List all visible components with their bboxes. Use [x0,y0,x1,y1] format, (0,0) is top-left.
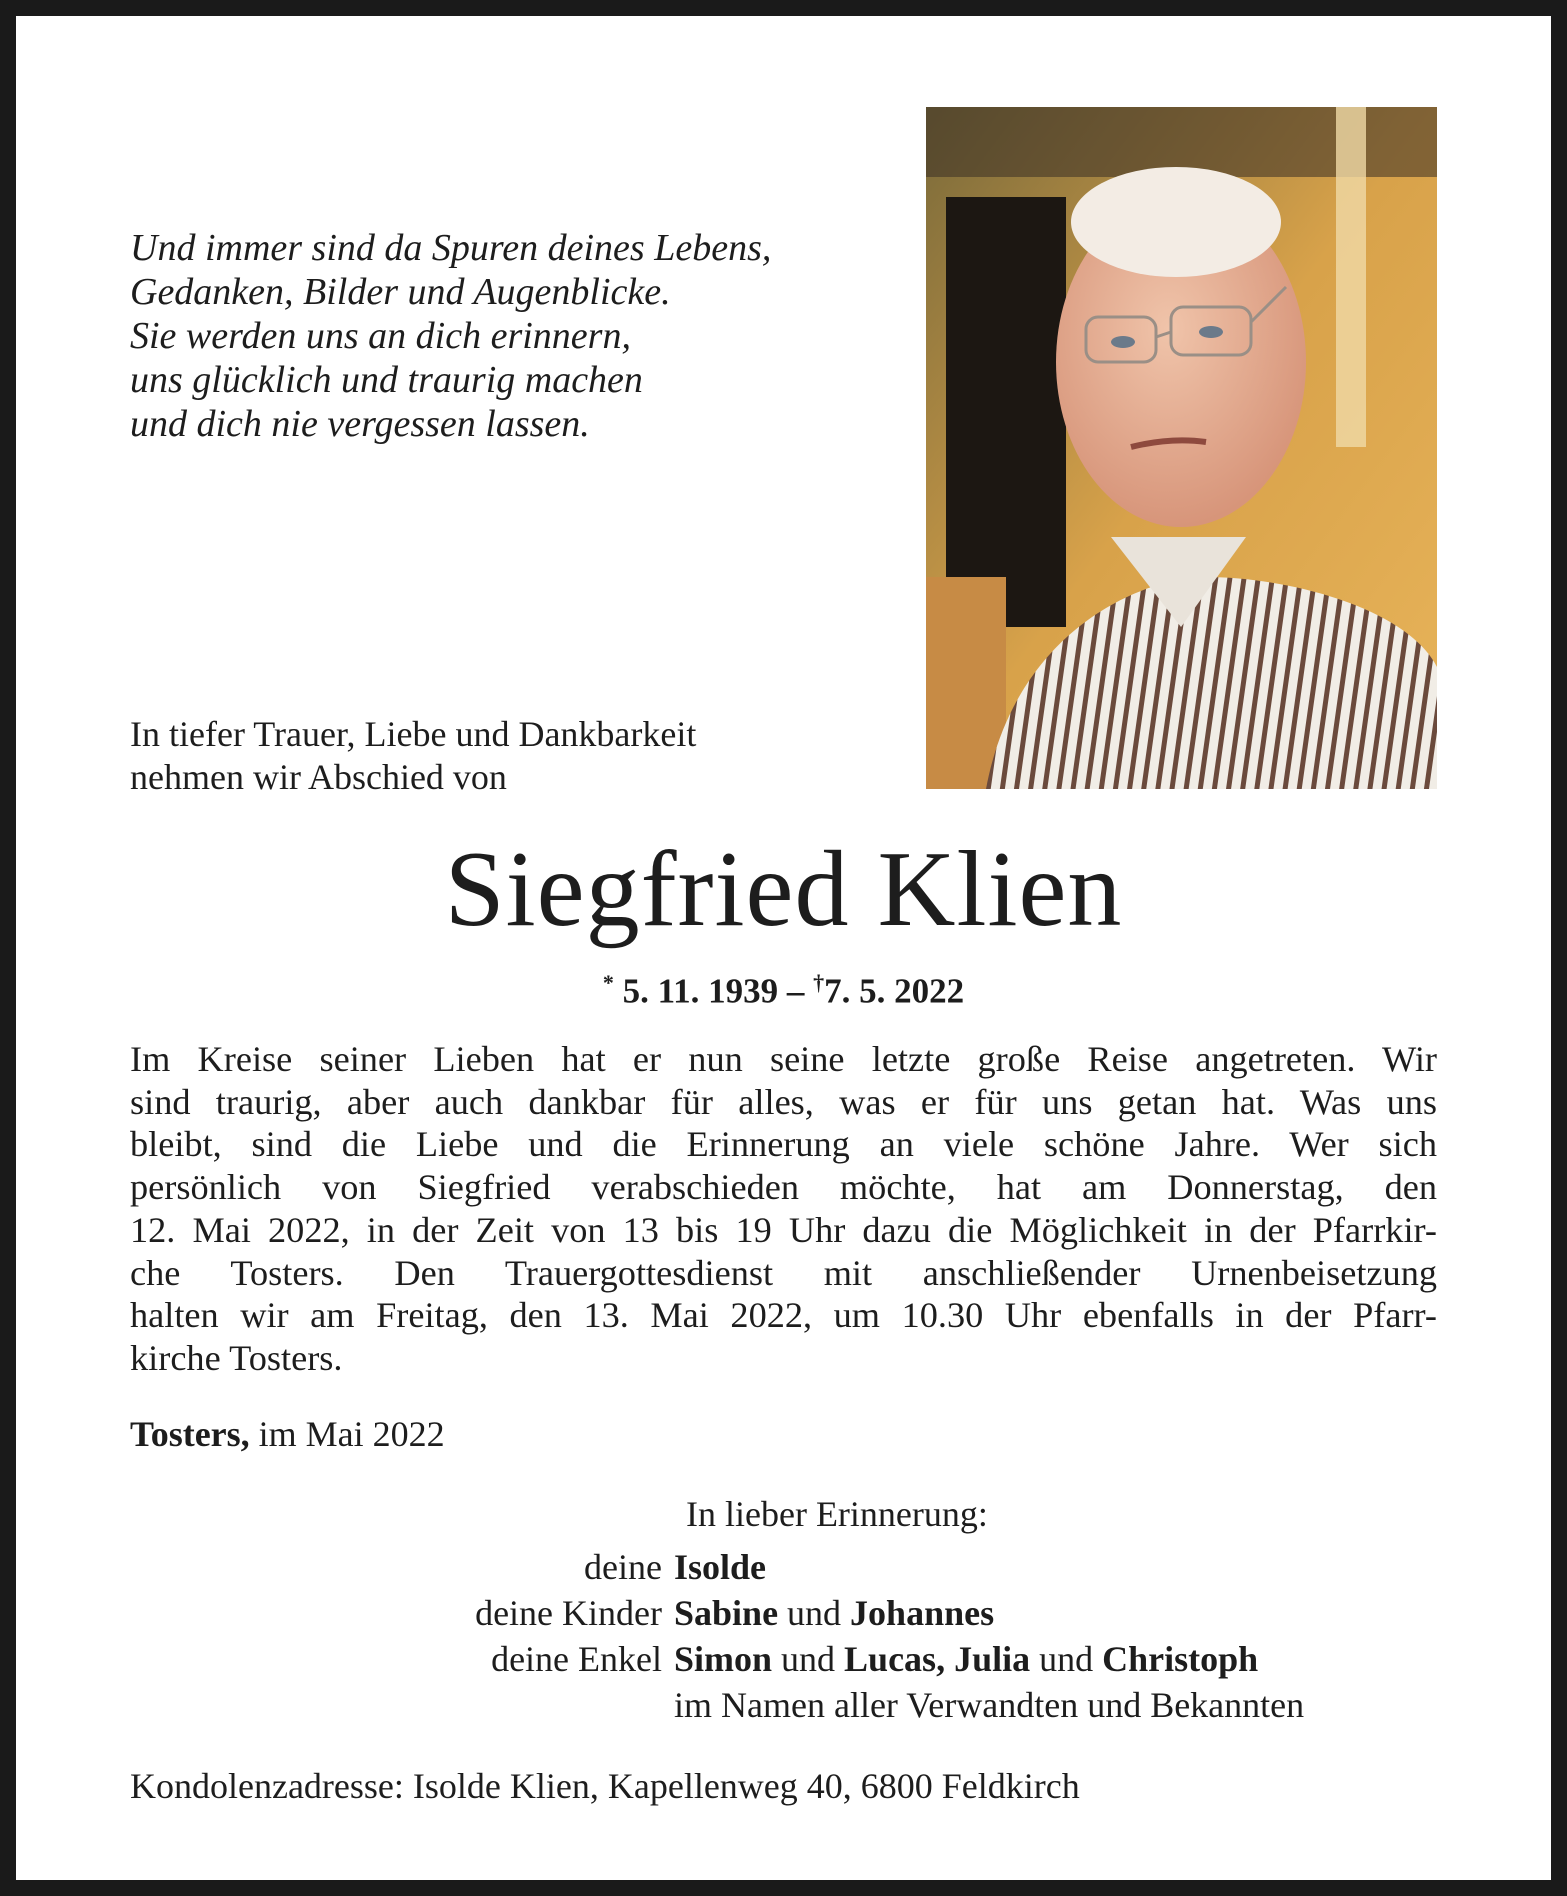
place-month: im Mai 2022 [249,1414,445,1454]
intro-line: In tiefer Trauer, Liebe und Dankbarkeit [130,714,697,754]
body-line: Im Kreise seiner Lieben hat er nun seine letzte große Reise angetreten. Wir [130,1039,1437,1079]
intro-text [130,713,890,799]
life-dates [0,962,1567,1013]
mourner-name: Simon [674,1639,773,1679]
mourner-join: und [778,1593,851,1633]
memorial-quote [130,226,830,446]
mourner-join: und [772,1639,845,1679]
place-town: Tosters, [130,1414,250,1454]
mourner-name: Sabine [674,1593,779,1633]
birth-date: 5. 11. 1939 [622,971,779,1011]
obituary-text [130,1038,1437,1380]
body-line: persönlich von Siegfried verabschieden möchte, hat am Donnerstag, den [130,1167,1437,1208]
portrait-illustration [926,107,1437,789]
deceased-name: Siegfried Klien [444,830,1123,949]
quote-line: Und immer sind da Spuren deines Lebens, [130,227,772,269]
quote-line: Sie werden uns an dich erinnern, [130,315,631,357]
body-line: kirche Tosters. [130,1337,343,1378]
body-line: che Tosters. Den Trauergottesdienst mit anschließender Urnenbeisetzung [130,1252,1437,1293]
quote-line: und dich nie vergessen lassen. [130,403,590,445]
quote-line: Gedanken, Bilder und Augenblicke. [130,271,671,313]
quote-line: uns glücklich und traurig machen [130,359,643,401]
death-symbol: † [813,970,825,995]
mourner-join: und [1030,1639,1103,1679]
condolence-address: Kondolenzadresse: Isolde Klien, Kapellenweg 40, 6800 Feldkirch [130,1766,1080,1806]
portrait-photo [926,107,1437,789]
mourner-names [674,1636,1258,1682]
mourner-relation-empty [130,1682,674,1728]
body-line: bleibt, sind die Liebe und die Erinnerung an viele schöne Jahre. Wer sich [130,1124,1437,1165]
mourner-relation: deine Kinder [475,1593,662,1633]
place-date [130,1412,445,1456]
mourner-relation: deine [584,1547,662,1587]
mourner-row [130,1544,1450,1590]
mourner-names [674,1590,994,1636]
mourner-row [130,1636,1450,1682]
mourner-row [130,1590,1450,1636]
mourners-footer: im Namen aller Verwandten und Bekannten [674,1685,1305,1725]
memory-heading: In lieber Erinnerung: [686,1494,988,1534]
birth-symbol: * [602,970,614,995]
date-dash: – [786,971,805,1011]
body-line: halten wir am Freitag, den 13. Mai 2022, um 10.30 Uhr ebenfalls in der Pfarr- [130,1295,1437,1336]
death-date: 7. 5. 2022 [824,971,965,1011]
mourner-name: Christoph [1102,1639,1259,1679]
mourner-name: Isolde [674,1547,767,1587]
mourner-name: Lucas, Julia [844,1639,1031,1679]
mourners-list [130,1544,1450,1728]
body-line: sind traurig, aber auch dankbar für alles, was er für uns getan hat. Was uns [130,1081,1437,1122]
mourner-name: Johannes [850,1593,995,1633]
mourner-row [130,1682,1450,1728]
mourner-relation: deine Enkel [491,1639,662,1679]
mourner-names [674,1544,766,1590]
body-line: 12. Mai 2022, in der Zeit von 13 bis 19 Uhr dazu die Möglichkeit in der Pfarrkir- [130,1209,1437,1250]
intro-line: nehmen wir Abschied von [130,757,507,797]
